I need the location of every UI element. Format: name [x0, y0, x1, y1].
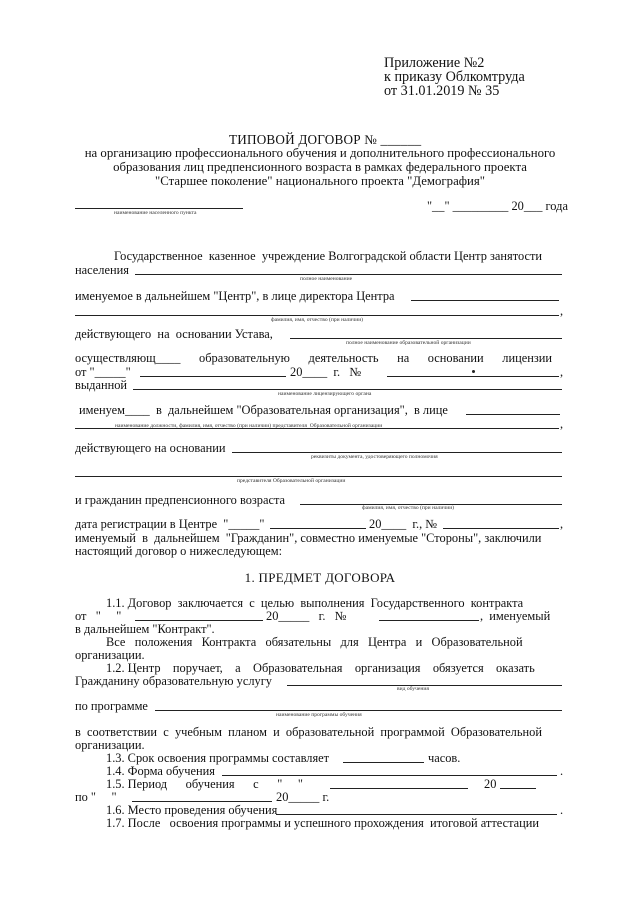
clause-1-1-organization: организации. — [75, 648, 145, 662]
clause-1-1-year-number: 20_____ г. № — [266, 609, 347, 623]
clause-1-5-end: по " " — [75, 790, 117, 804]
registration-comma: , — [560, 517, 564, 531]
center-name-caption: полное наименование — [300, 276, 353, 282]
clause-1-3: 1.3. Срок освоения программы составляет — [106, 751, 330, 765]
license-date-prefix: от "_____" — [75, 365, 131, 379]
registration-year-number: 20____ г., № — [369, 517, 438, 531]
license-number-line — [387, 376, 559, 377]
clause-1-2-program: по программе — [75, 699, 148, 713]
director-line-1 — [411, 300, 559, 301]
contract-date: "__" _________ 20___ года — [427, 199, 568, 213]
program-name-caption: наименование программы обучения — [276, 712, 362, 718]
representative-basis-text: действующего на основании — [75, 441, 226, 455]
clause-1-1-date: от " " — [75, 609, 122, 623]
authority-document-line — [232, 452, 562, 453]
training-type-caption: вид обучения — [397, 686, 429, 692]
representative-name-caption: представителя Образовательной организации — [237, 478, 346, 484]
center-name-line — [135, 274, 562, 275]
clause-1-2: 1.2. Центр поручает, а Образовательная организация обязуется оказать — [106, 661, 535, 675]
edu-org-name-caption: полное наименование образовательной организации — [346, 340, 471, 346]
license-year-number: 20____ г. № — [290, 365, 362, 379]
citizen-text: и гражданин предпенсионного возраста — [75, 493, 286, 507]
clause-1-2-organization: организации. — [75, 738, 145, 752]
license-comma: , — [560, 365, 564, 379]
order-date: от 31.01.2019 № 35 — [384, 83, 500, 99]
license-text: осуществляющ____ образовательную деятельность на основании лицензии — [75, 351, 553, 365]
clause-1-1: 1.1. Договор заключается с целью выполнения Государственного контракта — [106, 596, 524, 610]
license-issued-text: выданной — [75, 378, 128, 392]
licensing-authority-line — [133, 389, 562, 390]
center-basis-text: действующего на основании Устава, — [75, 327, 273, 341]
clause-1-4: 1.4. Форма обучения — [106, 764, 215, 778]
contract-date-line — [135, 620, 263, 621]
clause-1-6: 1.6. Место проведения обучения — [106, 803, 278, 817]
registration-number-line — [443, 528, 559, 529]
representative-line-1 — [466, 414, 560, 415]
training-form-line — [222, 775, 557, 776]
parties-agreement-text: настоящий договор о нижеследующем: — [75, 544, 283, 558]
training-place-line — [276, 814, 557, 815]
clause-1-1-provisions: Все положения Контракта обязательны для Центра и Образовательной — [106, 635, 523, 649]
place-line — [75, 208, 243, 209]
clause-1-7: 1.7. После освоения программы и успешного прохождения итоговой аттестации — [106, 816, 540, 830]
program-name-line — [155, 710, 562, 711]
center-director-text: именуемое в дальнейшем "Центр", в лице директора Центра — [75, 289, 395, 303]
period-start-line — [330, 788, 468, 789]
section-1-heading: 1. ПРЕДМЕТ ДОГОВОРА — [244, 570, 396, 585]
citizen-name-caption: фамилия, имя, отчество (при наличии) — [362, 505, 455, 511]
clause-1-5-end-year: 20_____ г. — [276, 790, 330, 804]
period-end-line — [132, 801, 272, 802]
contract-number-line — [379, 620, 479, 621]
representative-caption: наименование должности, фамилия, имя, отчество (при наличии) представителя Образовательной организации — [115, 423, 383, 429]
registration-date-line — [270, 528, 366, 529]
license-date-line — [140, 376, 286, 377]
director-comma: , — [560, 304, 564, 318]
party-center-label: населения — [75, 263, 129, 277]
order-reference: к приказу Облкомтруда — [384, 69, 525, 85]
representative-comma: , — [560, 417, 564, 431]
licensing-authority-caption: наименование лицензирующего органа — [278, 391, 372, 397]
title-subline-1: на организацию профессионального обучения и дополнительного профессионального — [84, 146, 556, 160]
place-caption: наименование населенного пункта — [114, 210, 197, 216]
registration-date-text: дата регистрации в Центре "_____" — [75, 517, 265, 531]
hours-line — [343, 762, 424, 763]
edu-org-representative-text: именуем____ в дальнейшем "Образовательная организация", в лице — [79, 403, 448, 417]
period-start-year-line — [500, 788, 536, 789]
clause-1-4-dot: . — [560, 764, 564, 778]
appendix-number: Приложение №2 — [384, 55, 485, 71]
contract-title: ТИПОВОЙ ДОГОВОР № ______ — [229, 132, 422, 147]
title-subline-2: образования лиц предпенсионного возраста в рамках федерального проекта — [113, 160, 527, 174]
parties-text: именуемый в дальнейшем "Гражданин", совместно именуемые "Стороны", заключили — [75, 531, 542, 545]
scan-speck — [472, 370, 475, 373]
representative-name-line — [75, 476, 562, 477]
clause-1-5: 1.5. Период обучения с " " — [106, 777, 303, 791]
title-subline-3: "Старшее поколение" национального проекта "Демография" — [154, 174, 486, 188]
party-center-intro: Государственное казенное учреждение Волгоградской области Центр занятости — [114, 249, 543, 263]
clause-1-2-accordance: в соответствии с учебным планом и образовательной программой Образовательной — [75, 725, 542, 739]
director-line-2 — [75, 315, 559, 316]
director-caption: фамилия, имя, отчество (при наличии) — [271, 317, 364, 323]
clause-1-1-named: , именуемый — [480, 609, 551, 623]
authority-document-caption: реквизиты документа, удостоверяющего полномочия — [311, 454, 438, 460]
edu-org-name-line — [290, 338, 562, 339]
clause-1-5-year: 20 — [484, 777, 497, 791]
clause-1-6-dot: . — [560, 803, 564, 817]
clause-1-2-service: Гражданину образовательную услугу — [75, 674, 272, 688]
clause-1-3-hours: часов. — [428, 751, 461, 765]
clause-1-1-contract: в дальнейшем "Контракт". — [75, 622, 215, 636]
